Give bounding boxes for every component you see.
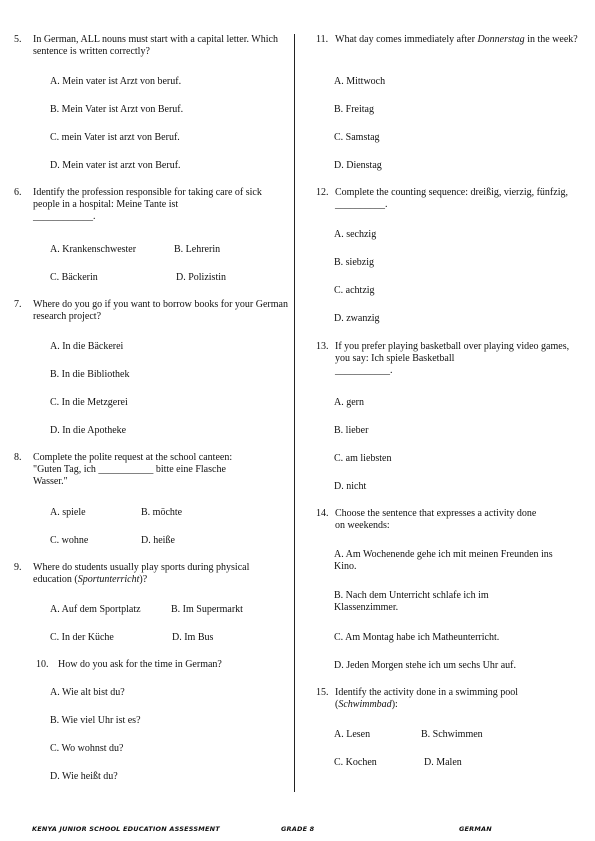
option-c[interactable]: C. Am Montag habe ich Matheunterricht. [334,632,500,643]
question-text: Identify the profession responsible for taking care of sick people in a hospital: Meine Tante ist [33,187,262,210]
question-text: Where do students usually play sports during physical education ( [33,562,250,585]
footer-subject: GERMAN [459,825,492,833]
option-c[interactable]: C. Bäckerin [50,272,98,283]
option-b[interactable]: B. Freitag [334,104,374,115]
question-10 [14,659,288,671]
question-number: 8. [14,452,22,463]
question-text: Where do you go if you want to borrow books for your German research project? [33,299,288,322]
question-text: Choose the sentence that expresses a activity done on weekends: [335,508,537,531]
option-d[interactable]: D. heiße [141,535,175,546]
option-c[interactable]: C. In der Küche [50,632,114,643]
option-b[interactable]: B. Nach dem Unterricht schlafe ich im Klassenzimmer. [334,590,489,613]
option-d[interactable]: D. zwanzig [334,313,380,324]
option-a[interactable]: A. gern [334,397,364,408]
option-a[interactable]: A. Mittwoch [334,76,386,87]
question-8 [14,452,288,487]
footer-assessment-title: KENYA JUNIOR SCHOOL EDUCATION ASSESSMENT [32,825,220,833]
option-b[interactable]: B. Lehrerin [174,244,221,255]
question-text-end: in the week? [524,34,578,45]
question-text: Complete the counting sequence: dreißig, vierzig, fünfzig, __________. [335,187,568,210]
question-number: 7. [14,299,22,310]
question-text-italic: Donnerstag [477,34,525,45]
question-number: 6. [14,187,22,198]
option-d[interactable]: D. In die Apotheke [50,425,127,436]
question-12 [316,187,578,211]
column-divider [294,34,295,792]
option-c[interactable]: C. Samstag [334,132,380,143]
option-a[interactable]: A. Am Wochenende gehe ich mit meinen Freunden ins Kino. [334,549,553,572]
question-number: 10. [36,659,49,670]
option-d[interactable]: D. Wie heißt du? [50,771,118,782]
option-a[interactable]: A. spiele [50,507,86,518]
question-number: 15. [316,687,329,698]
question-text-line-2: "Guten Tag, ich ___________ bitte eine Flasche [33,463,226,475]
option-b[interactable]: B. Schwimmen [421,729,483,740]
option-c[interactable]: C. am liebsten [334,453,392,464]
question-13 [316,341,578,376]
question-text: In German, ALL nouns must start with a capital letter. Which sentence is written correctly? [33,34,278,57]
question-number: 5. [14,34,22,45]
option-d[interactable]: D. Polizistin [176,272,227,283]
option-d[interactable]: D. Dienstag [334,160,382,171]
question-text: What day comes immediately after [335,34,478,45]
option-b[interactable]: B. In die Bibliothek [50,369,130,380]
option-b[interactable]: B. Mein Vater ist Arzt von Beruf. [50,104,184,115]
option-a[interactable]: A. In die Bäckerei [50,341,124,352]
option-b[interactable]: B. lieber [334,425,369,436]
question-text-italic: Schwimmbad [338,698,392,710]
option-c[interactable]: C. Wo wohnst du? [50,743,124,754]
answer-blank: ___________. [335,364,393,376]
answer-blank: ____________. [33,210,96,222]
option-d[interactable]: D. Malen [424,757,462,768]
option-c[interactable]: C. mein Vater ist arzt von Beruf. [50,132,180,143]
option-d[interactable]: D. Jeden Morgen stehe ich um sechs Uhr auf. [334,660,516,671]
option-d[interactable]: D. Im Bus [172,632,214,643]
question-14 [316,508,578,532]
question-number: 9. [14,562,22,573]
question-7 [14,299,288,323]
question-5 [14,34,288,58]
footer-grade: GRADE 8 [281,825,315,833]
question-number: 13. [316,341,329,352]
option-a[interactable]: A. sechzig [334,229,377,240]
option-b[interactable]: B. Im Supermarkt [171,604,243,615]
question-text-end: ): [391,698,398,710]
question-11 [316,34,578,46]
question-number: 12. [316,187,329,198]
option-a[interactable]: A. Lesen [334,729,371,740]
option-a[interactable]: A. Krankenschwester [50,244,137,255]
option-c[interactable]: C. In die Metzgerei [50,397,128,408]
question-6 [14,187,288,222]
question-text-line-1: Complete the polite request at the school canteen: [33,452,233,463]
question-text-italic: Sportunterricht [77,573,140,585]
option-b[interactable]: B. Wie viel Uhr ist es? [50,715,141,726]
option-c[interactable]: C. Kochen [334,757,377,768]
question-text-line-3: Wasser." [33,475,68,487]
question-text: How do you ask for the time in German? [58,659,222,670]
question-number: 14. [316,508,329,519]
option-b[interactable]: B. siebzig [334,257,374,268]
question-15 [316,687,578,711]
question-text: If you prefer playing basketball over playing video games, you say: Ich spiele Basketball [335,341,570,364]
question-text-end: )? [139,573,148,585]
option-b[interactable]: B. möchte [141,507,183,518]
option-a[interactable]: A. Auf dem Sportplatz [50,604,141,615]
question-text: Identify the activity done in a swimming pool ( [335,687,519,710]
option-a[interactable]: A. Wie alt bist du? [50,687,125,698]
option-a[interactable]: A. Mein vater ist Arzt von beruf. [50,76,182,87]
option-d[interactable]: D. Mein vater ist arzt von Beruf. [50,160,181,171]
option-c[interactable]: C. achtzig [334,285,375,296]
option-c[interactable]: C. wohne [50,535,89,546]
question-9 [14,562,288,586]
question-number: 11. [316,34,329,45]
option-d[interactable]: D. nicht [334,481,367,492]
